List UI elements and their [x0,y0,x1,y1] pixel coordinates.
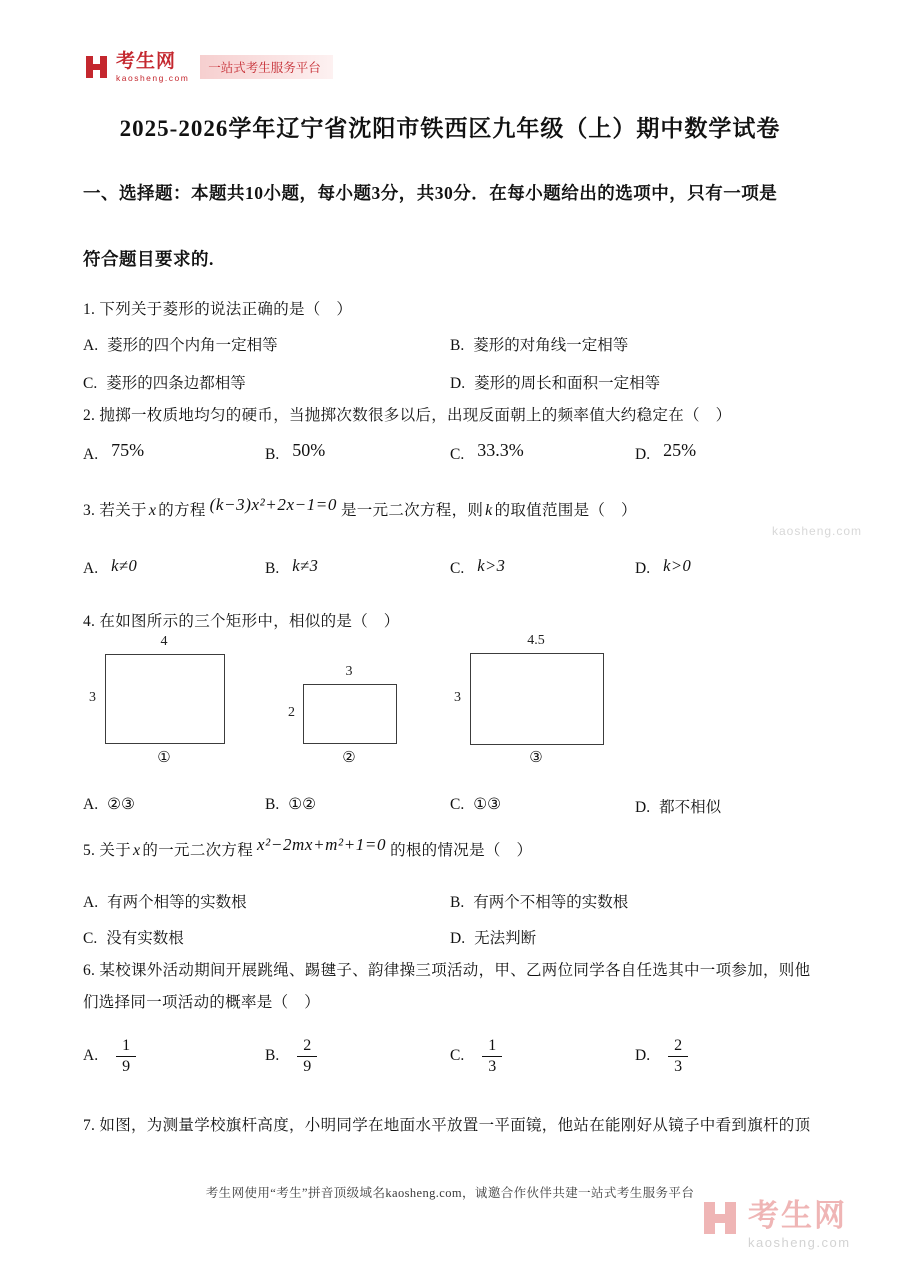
watermark-mid: kaosheng.com [772,524,863,538]
question-2-options-row [83,440,823,469]
q3-option-a: A. k≠0 [83,556,138,577]
q5-equation: x²−2mx+m²+1=0 [257,835,387,854]
section-heading-line2: 符合题目要求的. [83,249,214,269]
q5-option-c: C. 没有实数根 [83,930,184,947]
page-title: 2025-2026学年辽宁省沈阳市铁西区九年级（上）期中数学试卷 [119,116,781,141]
watermark-text [748,1200,851,1249]
q6-option-a: A. $\frac{1}{9}$ [83,1028,136,1084]
q3-option-b: B. k≠3 [265,556,319,577]
q4-option-a: A. ②③ [83,796,135,813]
site-logo [85,52,333,83]
kaosheng-logo-icon [85,55,109,79]
section-heading-line1: 一、选择题：本题共10小题，每小题3分，共30分．在每小题给出的选项中，只有一项是 [83,183,778,203]
kaosheng-watermark-icon [703,1200,739,1236]
q3-option-c: C. k>3 [450,556,506,577]
question-7-stem: 7. 如图，为测量学校旗杆高度，小明同学在地面水平放置一平面镜，他站在能刚好从镜子中看到旗杆的顶 [83,1117,811,1134]
math-var-x: x [148,502,157,519]
question-1-stem: 1. 下列关于菱形的说法正确的是（ ） [83,301,353,318]
footer-text: 考生网使用“考生”拼音顶级域名kaosheng.com，诚邀合作伙伴共建一站式考生服务平台 [205,1186,695,1200]
question-1-options-row1 [83,333,823,359]
rect2-top-dim: 3 [345,664,353,679]
question-3-stem: 3. 若关于 x 的方程 (k−3)x²+2x−1=0 是一元二次方程，则 k 的取值范围是（ ） [83,495,637,519]
q6-option-d: D. $\frac{2}{3}$ [635,1028,688,1084]
question-2-stem: 2. 抛掷一枚质地均匀的硬币，当抛掷次数很多以后，出现反面朝上的频率值大约稳定在（ ） [83,407,732,424]
rect2-tag: ② [342,750,356,766]
question-6-stem-line2: 们选择同一项活动的概率是（ ） [83,994,321,1011]
q6-option-b: B. $\frac{2}{9}$ [265,1028,317,1084]
rect1-tag: ① [157,750,171,766]
rect3 [470,653,604,745]
q2-option-c: C. 33.3% [450,440,524,463]
question-5-stem: 5. 关于 x 的一元二次方程 x²−2mx+m²+1=0 的根的情况是（ ） [83,835,533,859]
rect3-side-dim: 3 [454,690,461,705]
question-5-options-row2 [83,926,823,952]
question-4-stem: 4. 在如图所示的三个矩形中，相似的是（ ） [83,613,400,630]
logo-name: 考生网 [116,51,177,72]
question-6-options-row [83,1028,823,1084]
q3-equation: (k−3)x²+2x−1=0 [209,495,337,514]
q5-option-b: B. 有两个不相等的实数根 [450,894,629,911]
q1-option-c: C. 菱形的四条边都相等 [83,375,246,392]
question-5-options-row1 [83,890,823,916]
rect1-side-dim: 3 [89,690,96,705]
logo-domain: kaosheng.com [116,73,190,83]
q5-option-a: A. 有两个相等的实数根 [83,894,247,911]
q2-option-b: B. 50% [265,440,326,463]
math-var-k: k [485,502,493,519]
q6-option-c: C. $\frac{1}{3}$ [450,1028,502,1084]
fraction: $\frac{2}{9}$ [297,1036,317,1077]
watermark-name: 考生网 [748,1198,847,1233]
q3-option-d: D. k>0 [635,556,692,577]
rect3-tag: ③ [529,750,543,766]
rect2 [303,684,397,744]
math-var-x: x [133,842,141,859]
fraction: $\frac{1}{3}$ [482,1036,502,1077]
logo-text [116,52,189,83]
q1-option-b: B. 菱形的对角线一定相等 [450,337,629,354]
q2-option-a: A. 75% [83,440,145,463]
fraction: $\frac{2}{3}$ [668,1036,688,1077]
watermark-domain: kaosheng.com [748,1235,851,1250]
q4-option-b: B. ①② [265,796,317,813]
question-6-stem-line1: 6. 某校课外活动期间开展跳绳、踢毽子、韵律操三项活动，甲、乙两位同学各自任选其中一项参加，则他 [83,962,811,979]
watermark-bottom-right [703,1200,851,1249]
rect3-top-dim: 4.5 [527,633,545,648]
fraction: $\frac{1}{9}$ [116,1036,136,1077]
q2-option-d: D. 25% [635,440,697,463]
rect2-side-dim: 2 [288,705,295,720]
q5-option-d: D. 无法判断 [450,930,537,947]
q4-option-d: D. 都不相似 [635,799,722,816]
logo-tagline: 一站式考生服务平台 [200,55,333,79]
question-4-options-row [83,795,823,821]
rect1 [105,654,225,744]
rect1-top-dim: 4 [160,634,168,649]
question-3-options-row [83,558,823,584]
q4-option-c: C. ①③ [450,796,502,813]
q1-option-a: A. 菱形的四个内角一定相等 [83,337,278,354]
question-1-options-row2 [83,371,823,397]
q1-option-d: D. 菱形的周长和面积一定相等 [450,375,661,392]
